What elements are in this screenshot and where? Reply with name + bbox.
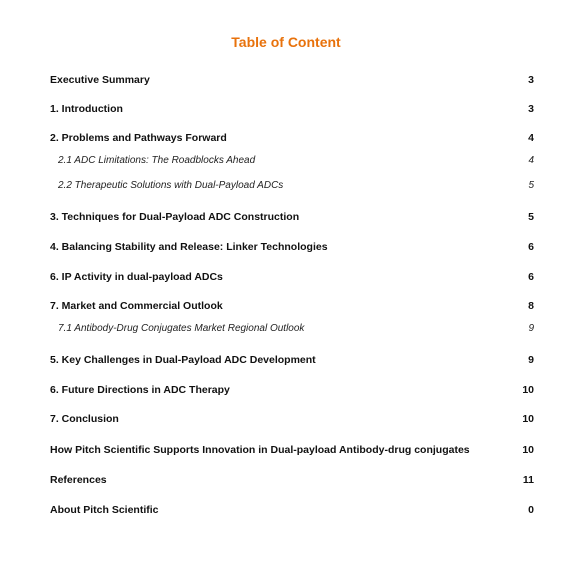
- toc-entry-page: 0: [528, 504, 534, 516]
- toc-entry-page: 10: [522, 413, 534, 425]
- toc-entry-label: 5. Key Challenges in Dual-Payload ADC Development: [50, 354, 316, 366]
- toc-entry-adc-limitations[interactable]: [50, 155, 534, 171]
- toc-title: Table of Content: [231, 34, 341, 50]
- toc-entry-page: 3: [528, 74, 534, 86]
- toc-entry-page: 5: [528, 211, 534, 223]
- toc-entry-page: 9: [528, 323, 534, 334]
- toc-entry-market-outlook[interactable]: [50, 300, 534, 316]
- toc-entry-key-challenges[interactable]: [50, 354, 534, 370]
- toc-entry-linker-technologies[interactable]: [50, 241, 534, 257]
- toc-entry-pitch-scientific-support[interactable]: [50, 444, 534, 460]
- toc-entry-references[interactable]: [50, 474, 534, 490]
- toc-entry-label: How Pitch Scientific Supports Innovation in Dual-payload Antibody-drug conjugates: [50, 444, 470, 456]
- toc-entry-problems-pathways[interactable]: [50, 132, 534, 148]
- toc-entry-page: 11: [522, 474, 534, 486]
- toc-entry-about-pitch-scientific[interactable]: [50, 504, 534, 520]
- toc-entry-label: 4. Balancing Stability and Release: Linker Technologies: [50, 241, 328, 253]
- toc-entry-label: Executive Summary: [50, 74, 150, 86]
- toc-entry-page: 4: [528, 155, 534, 166]
- toc-entry-page: 5: [528, 180, 534, 191]
- toc-entry-label: 1. Introduction: [50, 103, 123, 115]
- toc-entry-label: 7.1 Antibody-Drug Conjugates Market Regional Outlook: [58, 323, 305, 334]
- toc-entry-page: 10: [522, 384, 534, 396]
- toc-entry-page: 10: [522, 444, 534, 456]
- toc-entry-ip-activity[interactable]: [50, 271, 534, 287]
- toc-entry-future-directions[interactable]: [50, 384, 534, 400]
- toc-entry-label: 2. Problems and Pathways Forward: [50, 132, 227, 144]
- toc-entry-label: 2.1 ADC Limitations: The Roadblocks Ahead: [58, 155, 256, 166]
- toc-entry-page: 4: [528, 132, 534, 144]
- toc-entry-page: 8: [528, 300, 534, 312]
- toc-entry-page: 9: [528, 354, 534, 366]
- toc-entry-page: 3: [528, 103, 534, 115]
- toc-entry-page: 6: [528, 271, 534, 283]
- toc-entry-label: References: [50, 474, 107, 486]
- toc-entry-regional-outlook[interactable]: [50, 323, 534, 339]
- toc-entry-page: 6: [528, 241, 534, 253]
- toc-entry-label: 2.2 Therapeutic Solutions with Dual-Payload ADCs: [58, 180, 284, 191]
- toc-entry-label: 6. Future Directions in ADC Therapy: [50, 384, 230, 396]
- toc-entry-techniques[interactable]: [50, 211, 534, 227]
- toc-entry-label: 7. Conclusion: [50, 413, 119, 425]
- toc-entry-label: About Pitch Scientific: [50, 504, 159, 516]
- toc-entry-therapeutic-solutions[interactable]: [50, 180, 534, 196]
- toc-entry-introduction[interactable]: [50, 103, 534, 119]
- toc-entry-label: 7. Market and Commercial Outlook: [50, 300, 223, 312]
- toc-entry-executive-summary[interactable]: [50, 74, 534, 90]
- toc-entry-label: 3. Techniques for Dual-Payload ADC Construction: [50, 211, 300, 223]
- toc-entry-conclusion[interactable]: [50, 413, 534, 429]
- toc-entry-label: 6. IP Activity in dual-payload ADCs: [50, 271, 223, 283]
